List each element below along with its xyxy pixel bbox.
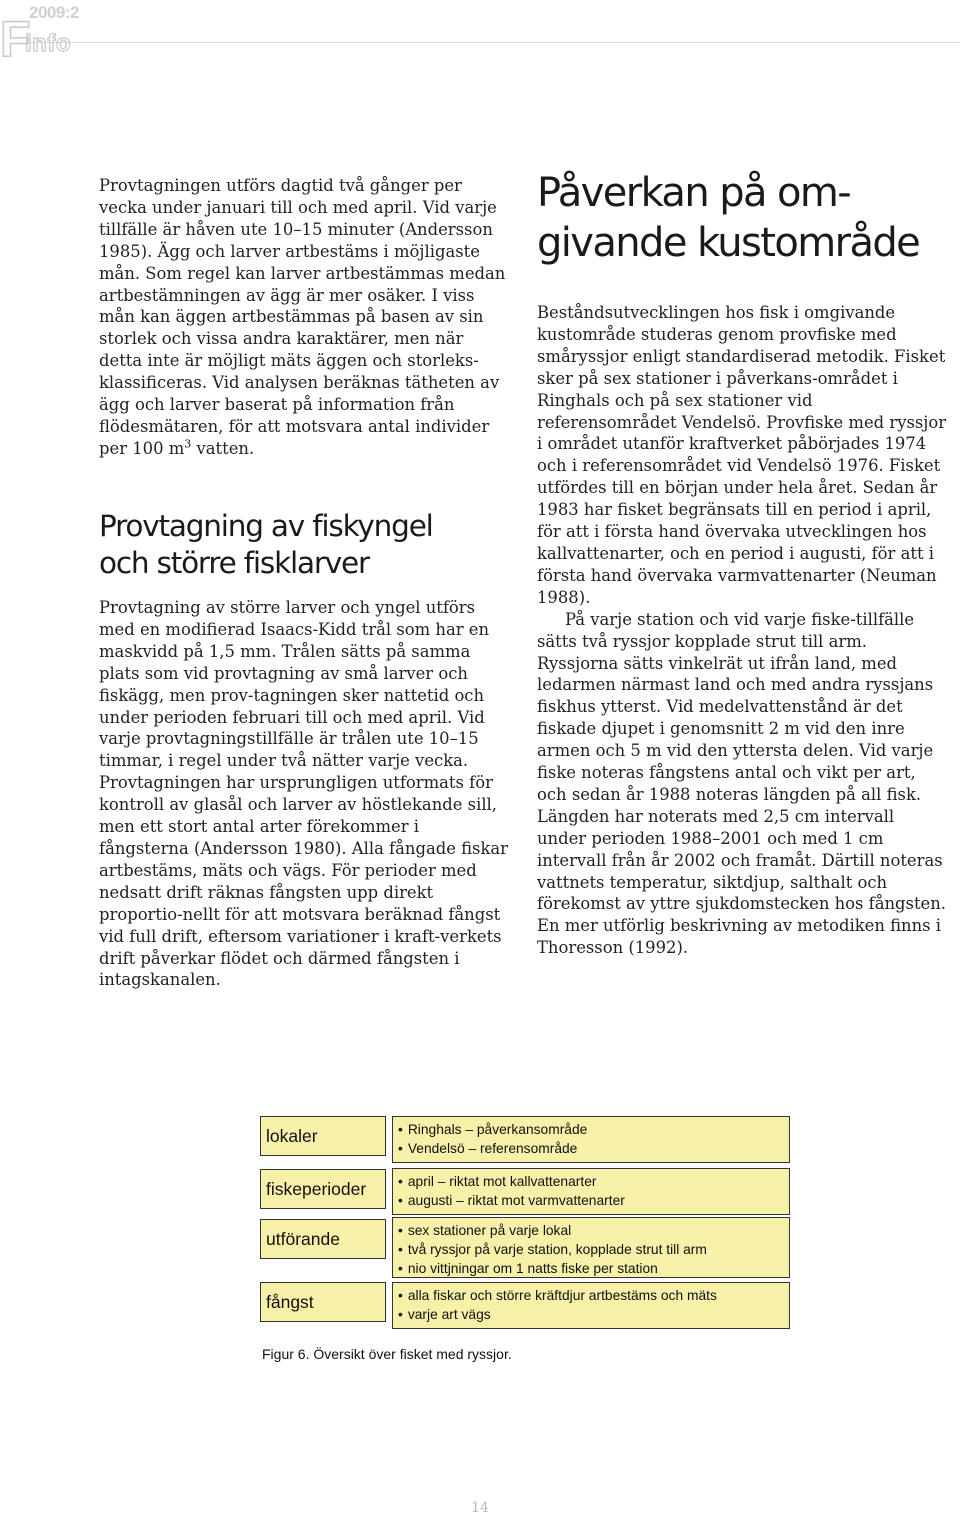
figure-bullet: • Ringhals – påverkansområde	[398, 1120, 789, 1139]
heading-line-1: Provtagning av fiskyngel	[99, 509, 433, 543]
figure-bullet: • augusti – riktat mot varmvattenarter	[398, 1191, 789, 1210]
figure-box-utforande	[392, 1217, 790, 1278]
figure-box-fangst	[392, 1282, 790, 1329]
heading-line-2: och större fisklarver	[99, 546, 369, 580]
heading-line-1: Påverkan på om-	[537, 170, 851, 216]
intro-paragraph	[99, 175, 509, 460]
figure-bullet: • Vendelsö – referensområde	[398, 1139, 789, 1158]
issue-number: 2009:2	[29, 3, 79, 22]
section-heading-paverkan	[537, 168, 957, 268]
figure-bullet: • april – riktat mot kallvattenarter	[398, 1172, 789, 1191]
superscript-3: 3	[184, 437, 192, 451]
page-number: 14	[471, 1500, 489, 1516]
body-paragraph-1: Beståndsutvecklingen hos fisk i omgivande kustområde studeras genom provfiske med småryssjor enligt standardiserad metodik. Fisket sker på sex stationer i påverkans-området i Ringhals och på sex stationer vid referensområdet Vendelsö. Provfiske med ryssjor i området utanför kraftverket påbörjades 1974 och i referensområdet vid Vendelsö 1976. Fisket utfördes till en början under hela året. Sedan år 1983 har fisket begränsats till en period i april, för att i första hand övervaka utvecklingen hos kallvattenarter, och en period i augusti, för att i första hand övervaka varmvattenarter (Neuman 1988).	[537, 303, 947, 607]
figure-box-lokaler	[392, 1116, 790, 1163]
figure-label-utforande: utförande	[260, 1219, 386, 1259]
header-rule	[30, 42, 960, 43]
figure-bullet: • alla fiskar och större kräftdjur artbestäms och mäts	[398, 1286, 789, 1305]
figure-label-fangst: fångst	[260, 1282, 386, 1322]
left-column-intro	[99, 175, 509, 460]
body-paragraph-2: På varje station och vid varje fiske-tillfälle sätts två ryssjor kopplade strut till arm. Ryssjorna sätts vinkelrät ut ifrån land, med ledarmen närmast land och med andra ryssjans fiskhus ytterst. Vid medelvattenstånd är det fiskade djupet i genomsnitt 2 m vid den inre armen och 5 m vid den yttersta delen. Vid varje fiske noteras fångstens antal och vikt per art, och sedan år 1988 noteras längden på all fisk. Längden har noterats med 2,5 cm intervall under perioden 1988–2001 och med 1 cm intervall från år 2002 och framåt. Därtill noteras vattnets temperatur, siktdjup, salthalt och förekomst av yttre sjukdomstecken hos fångsten. En mer utförlig beskrivning av metodiken finns i Thoresson (1992).	[537, 609, 946, 958]
left-column-body	[99, 597, 509, 991]
figure-bullet: • varje art vägs	[398, 1305, 789, 1324]
figure-caption: Figur 6. Översikt över fisket med ryssjor.	[262, 1346, 512, 1362]
figure-bullet: • sex stationer på varje lokal	[398, 1221, 789, 1240]
section-heading-fiskyngel	[99, 508, 519, 582]
intro-text-end: vatten.	[191, 438, 255, 458]
heading-line-2: givande kustområde	[537, 220, 920, 266]
right-column-body	[537, 302, 947, 959]
logo-letter-f: F	[0, 11, 31, 67]
logo-word-info: info	[25, 30, 71, 57]
figure-label-fiskeperioder: fiskeperioder	[260, 1169, 386, 1209]
intro-text: Provtagningen utförs dagtid två gånger per vecka under januari till och med april. Vid varje tillfälle är håven ute 10–15 minuter (Andersson 1985). Ägg och larver artbestäms i möjligaste mån. Som regel kan larver artbestämmas medan artbestämningen av ägg är mer osäker. I viss mån kan äggen artbestämmas på basen av sin storlek och vissa andra karaktärer, men när detta inte är möjligt mäts äggen och storleks-klassificeras. Vid analysen beräknas tätheten av ägg och larver baserat på information från flödesmätaren, för att motsvara antal individer per 100 m	[99, 176, 506, 458]
figure-bullet: • två ryssjor på varje station, kopplade strut till arm	[398, 1240, 789, 1259]
finfo-logo	[0, 0, 960, 70]
figure-label-lokaler: lokaler	[260, 1116, 386, 1156]
figure-box-fiskeperioder	[392, 1168, 790, 1215]
body-paragraph: Provtagning av större larver och yngel utförs med en modifierad Isaacs-Kidd trål som har en maskvidd på 1,5 mm. Trålen sätts på samma plats som vid provtagning av små larver och fiskägg, men prov-tagningen sker nattetid och under perioden februari till och med april. Vid varje provtagningstillfälle är trålen ute 10–15 timmar, i regel under två nätter varje vecka. Provtagningen har ursprungligen utformats för kontroll av glasål och larver av höstlekande sill, men ett stort antal arter förekommer i fångsterna (Andersson 1980). Alla fångade fiskar artbestäms, mäts och vägs. För perioder med nedsatt drift räknas fångsten upp direkt proportio-nellt för att motsvara beräknad fångst vid full drift, eftersom variationer i kraft-verkets drift påverkar flödet och därmed fångsten i intagskanalen.	[99, 598, 509, 990]
figure-bullet: • nio vittjningar om 1 natts fiske per station	[398, 1259, 789, 1278]
